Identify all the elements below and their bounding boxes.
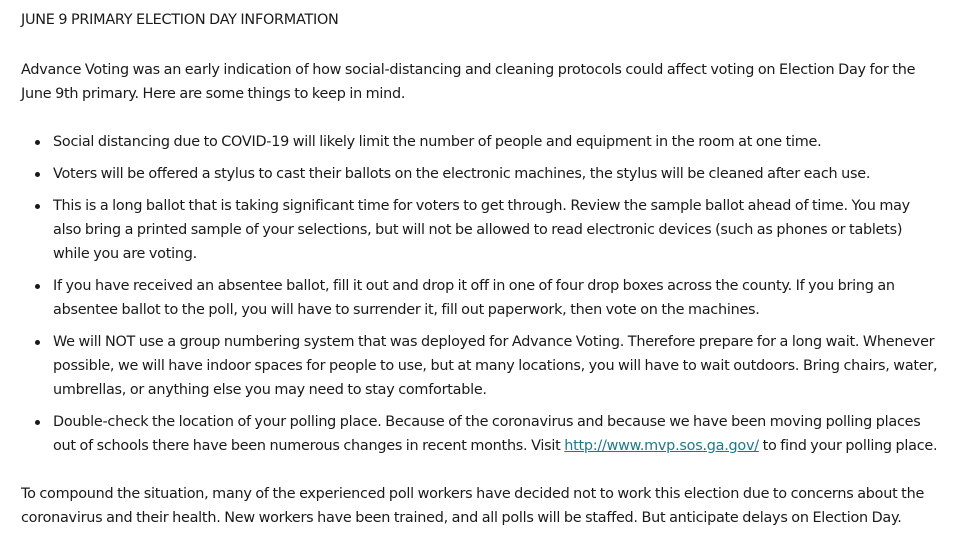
list-item-text: Double-check the location of your polling place. Because of the coronavirus and because we have been moving polling places out of schools there have been numerous changes in recent months. Visit bbox=[53, 414, 921, 454]
bullet-icon bbox=[35, 420, 40, 425]
list-item-text: If you have received an absentee ballot, fill it out and drop it off in one of four drop boxes across the county. If you bring an absentee ballot to the poll, you will have to surrender it, fill out paperwork, then vote on the machines. bbox=[53, 278, 895, 318]
list-item-text: Voters will be offered a stylus to cast their ballots on the electronic machines, the stylus will be cleaned after each use. bbox=[53, 166, 871, 182]
list-item-text: This is a long ballot that is taking significant time for voters to get through. Review the sample ballot ahead of time. You may also bring a printed sample of your selections, but will not be allowed to read electronic devices (such as phones or tablets) while you are voting. bbox=[53, 198, 910, 262]
list-item-text: We will NOT use a group numbering system that was deployed for Advance Voting. Therefore prepare for a long wait. Whenever possible, we will have indoor spaces for people to use, but at many locations, you will have to wait outdoors. Bring chairs, water, umbrellas, or anything else you may need to stay comfortable. bbox=[53, 334, 938, 398]
bullet-icon bbox=[35, 284, 40, 289]
polling-place-link[interactable]: http://www.mvp.sos.ga.gov/ bbox=[564, 438, 759, 454]
list-item bbox=[21, 274, 941, 322]
list-item bbox=[21, 194, 941, 266]
bullet-icon bbox=[35, 204, 40, 209]
bullet-icon bbox=[35, 340, 40, 345]
list-item-text: Social distancing due to COVID-19 will likely limit the number of people and equipment in the room at one time. bbox=[53, 134, 822, 150]
list-item bbox=[21, 162, 941, 186]
list-item bbox=[21, 330, 941, 402]
intro-paragraph: Advance Voting was an early indication of how social-distancing and cleaning protocols could affect voting on Election Day for the June 9th primary. Here are some things to keep in mind. bbox=[21, 62, 916, 102]
list-item-text: to find your polling place. bbox=[758, 438, 938, 454]
guidance-list bbox=[21, 130, 941, 466]
closing-paragraph: To compound the situation, many of the experienced poll workers have decided not to work this election due to concerns about the coronavirus and their health. New workers have been trained, and all polls will be staffed. But anticipate delays on Election Day. bbox=[21, 486, 925, 526]
list-item-polling-place bbox=[21, 410, 941, 458]
bullet-icon bbox=[35, 140, 40, 145]
page-heading: JUNE 9 PRIMARY ELECTION DAY INFORMATION bbox=[21, 12, 339, 28]
bullet-icon bbox=[35, 172, 40, 177]
list-item bbox=[21, 130, 941, 154]
